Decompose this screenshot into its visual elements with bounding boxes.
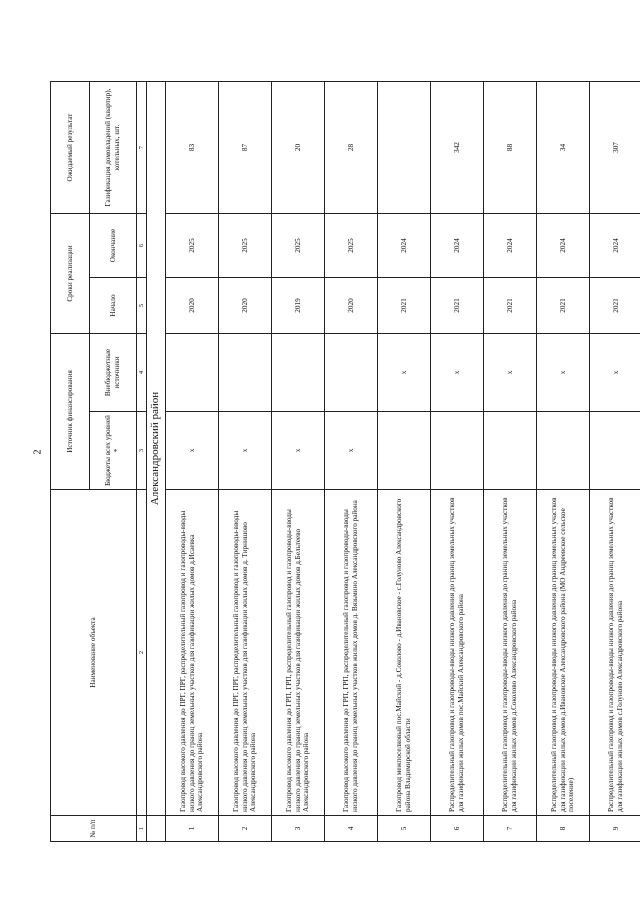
start-year: 2020 [219, 278, 272, 334]
start-year: 2021 [484, 278, 537, 334]
table-row [484, 82, 537, 842]
column-number: 6 [137, 214, 147, 278]
gasification-count: 20 [272, 82, 325, 214]
budget-mark [378, 412, 431, 490]
extra-budget-mark: x [431, 334, 484, 412]
extra-budget-mark [272, 334, 325, 412]
gasification-count: 83 [166, 82, 219, 214]
gasification-count: 88 [484, 82, 537, 214]
extra-budget-mark [325, 334, 378, 412]
object-name: Газопровод высокого давления до ПРГ, ПРГ, распределительный газопровод и газопроводы-вводы низкого давления до границ земельных участков для газификации жилых домов д. Тирнишово Александровского района [219, 490, 272, 816]
column-number: 3 [137, 412, 147, 490]
object-name: Газопровод высокого давления до ГРП, ГРП, распределительный газопровод и газопроводы-вводы низкого давления до границ земельных участков жилых домов д. Вязьмино Александровского района [325, 490, 378, 816]
extra-budget-mark: x [590, 334, 640, 412]
table-row [325, 82, 378, 842]
row-number: 3 [272, 816, 325, 842]
header-object-name: Наименование объекта [51, 490, 137, 816]
end-year: 2024 [378, 214, 431, 278]
page-number: 2 [32, 449, 44, 455]
row-number: 8 [537, 816, 590, 842]
gasification-objects-table [50, 81, 640, 842]
gasification-count: 28 [325, 82, 378, 214]
end-year: 2025 [219, 214, 272, 278]
header-row-1 [51, 82, 90, 842]
table-row [537, 82, 590, 842]
extra-budget-mark: x [484, 334, 537, 412]
budget-mark: x [272, 412, 325, 490]
gasification-count: 342 [431, 82, 484, 214]
object-name: Распределительный газопровод и газопроводы-вводы низкого давления до границ земельных участков для газификации жилых домов д.Ивановское Александровского района (МО Андреевское сельское поселение) [537, 490, 590, 816]
row-number: 9 [590, 816, 640, 842]
row-number: 2 [219, 816, 272, 842]
header-start: Начало [90, 278, 137, 334]
header-extra-budgetary: Внебюджетные источники [90, 334, 137, 412]
column-number: 5 [137, 278, 147, 334]
start-year: 2020 [166, 278, 219, 334]
budget-mark [590, 412, 640, 490]
start-year: 2019 [272, 278, 325, 334]
gasification-count: 34 [537, 82, 590, 214]
budget-mark [431, 412, 484, 490]
object-name: Распределительный газопровод и газопроводы-вводы низкого давления до границ земельных участков для газификации жилых домов пос.Майский Александровского района [431, 490, 484, 816]
end-year: 2025 [272, 214, 325, 278]
header-expected-result: Ожидаемый результат [51, 82, 90, 214]
extra-budget-mark [219, 334, 272, 412]
table-row [590, 82, 640, 842]
end-year: 2025 [166, 214, 219, 278]
table-row [272, 82, 325, 842]
start-year: 2021 [431, 278, 484, 334]
end-year: 2024 [590, 214, 640, 278]
budget-mark: x [166, 412, 219, 490]
header-end: Окончание [90, 214, 137, 278]
object-name: Распределительный газопровод и газопроводы-вводы низкого давления до границ земельных участков для газификации жилых домов с.Голуново Александровского района [590, 490, 640, 816]
row-number: 5 [378, 816, 431, 842]
column-numbers-row [137, 82, 147, 842]
table-row [431, 82, 484, 842]
header-budget: Бюджеты всех уровней * [90, 412, 137, 490]
section-title: Александровский район [147, 82, 166, 816]
header-funding-source: Источник финансирования [51, 334, 90, 490]
section-spacer [147, 816, 166, 842]
table-row [166, 82, 219, 842]
row-number: 1 [166, 816, 219, 842]
start-year: 2020 [325, 278, 378, 334]
gasification-count: 307 [590, 82, 640, 214]
extra-budget-mark: x [378, 334, 431, 412]
column-number: 1 [137, 816, 147, 842]
end-year: 2024 [537, 214, 590, 278]
end-year: 2024 [484, 214, 537, 278]
column-number: 7 [137, 82, 147, 214]
object-name: Газопровод высокого давления до ГРП, ГРП, распределительный газопровод и газопроводы-вводы низкого давления до границ земельных участков для газификации жилых домов д.Бельтеево Александровского района [272, 490, 325, 816]
extra-budget-mark [166, 334, 219, 412]
table-row [378, 82, 431, 842]
header-no: № п/п [51, 816, 137, 842]
table-row [219, 82, 272, 842]
start-year: 2021 [537, 278, 590, 334]
budget-mark [537, 412, 590, 490]
object-name: Распределительный газопровод и газопроводы-вводы низкого давления до границ земельных участков для газификации жилых домов д.Соколово Александровского района [484, 490, 537, 816]
start-year: 2021 [590, 278, 640, 334]
row-number: 4 [325, 816, 378, 842]
object-name: Газопровод межпоселковый пос.Майский - д.Соколово - д.Ивановское - с.Голуново Александровского района Владимирской области [378, 490, 431, 816]
budget-mark: x [325, 412, 378, 490]
column-number: 4 [137, 334, 147, 412]
budget-mark [484, 412, 537, 490]
budget-mark: x [219, 412, 272, 490]
end-year: 2025 [325, 214, 378, 278]
header-gasification-count: Газификация домовладений (квартир), котельных, шт. [90, 82, 137, 214]
row-number: 7 [484, 816, 537, 842]
extra-budget-mark: x [537, 334, 590, 412]
section-row [147, 82, 166, 842]
gasification-count: 87 [219, 82, 272, 214]
column-number: 2 [137, 490, 147, 816]
start-year: 2021 [378, 278, 431, 334]
end-year: 2024 [431, 214, 484, 278]
rotated-table-container [50, 82, 624, 842]
object-name: Газопровод высокого давления до ПРГ, ПРГ, распределительный газопровод и газопроводы-вводы низкого давления до границ земельных участков для газификации жилых домов д.Исаевка Александровского района [166, 490, 219, 816]
row-number: 6 [431, 816, 484, 842]
gasification-count [378, 82, 431, 214]
header-implementation-period: Сроки реализации [51, 214, 90, 334]
